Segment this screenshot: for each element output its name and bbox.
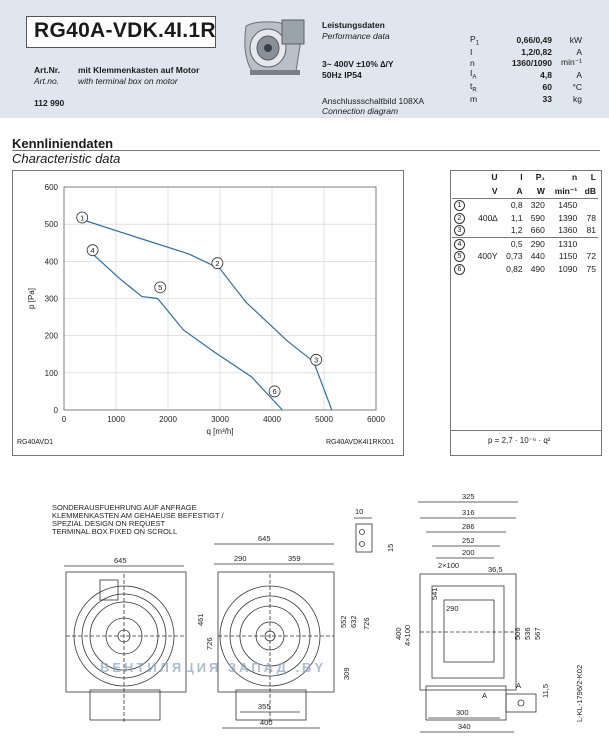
perf-unit: A [576,69,582,80]
performance-row [470,81,582,94]
electrical-unit: V [491,186,498,196]
perf-symbol: I [470,68,473,79]
dim-10: 10 [355,507,364,516]
dim-567: 567 [533,627,542,640]
dim-2x100: 2×100 [438,561,460,570]
view-arrow-a-1: A [482,691,488,700]
perf-symbol: t [470,80,473,91]
dim-400: 400 [260,718,273,727]
perf-symbol: m [470,93,478,104]
dim-359: 359 [288,554,301,563]
electrical-cell-n: 1090 [558,263,578,274]
x-tick-label: 1000 [107,415,125,424]
fan-product-image [238,16,310,78]
electrical-cell-p: 660 [530,225,545,236]
chart-code-right: RG40AVDK4I1RK001 [326,439,394,446]
dim-252: 252 [462,536,475,545]
series-line-1 [85,221,332,411]
x-axis-label: q [m³/h] [206,427,234,436]
perf-subscript: A [472,74,477,81]
electrical-header-blank [452,170,470,184]
electrical-cell-u [470,199,499,212]
front-view-middle [196,534,371,728]
front-view-left [64,556,186,722]
x-tick-label: 4000 [263,415,281,424]
electrical-row [452,237,598,250]
electrical-unit: min⁻¹ [554,185,578,196]
electrical-table [452,170,598,275]
article-number: 112 990 [34,98,65,108]
drawing-code: L-KL-1796/2-K02 [575,664,584,722]
y-tick-label: 200 [44,331,58,341]
characteristic-chart [12,170,402,454]
note-line-4: TERMINAL BOX FIXED ON SCROLL [52,527,178,536]
operating-point-label: 5 [158,283,163,293]
electrical-cell-l: 75 [586,263,596,274]
note-line-3: SPEZIAL DESIGN ON REQUEST [52,519,166,528]
performance-row [470,47,582,58]
perf-unit: °C [572,82,582,93]
electrical-cell-u [470,237,499,250]
art-nr-desc: mit Klemmenkasten auf Motor [78,65,200,75]
dim-11-5: 11,5 [541,683,550,698]
x-tick-label: 6000 [367,415,385,424]
electrical-header-row [452,170,598,184]
electrical-cell-n: 1360 [558,225,578,236]
electrical-cell-p: 320 [530,200,545,211]
y-axis-label: p [Pa] [27,288,36,309]
electrical-cell-no [452,250,470,263]
electrical-cell-i: 0,82 [506,263,523,274]
perf-unit: min⁻¹ [560,57,582,68]
electrical-cell-i: 1,2 [510,225,523,236]
electrical-cell-u [470,224,499,237]
note-line-1: SONDERAUSFUEHRUNG AUF ANFRAGE [52,503,197,512]
dim-726-a: 726 [362,617,371,630]
electrical-cell-i: 0,8 [510,200,523,211]
electrical-row [452,224,598,237]
x-tick-label: 3000 [211,415,229,424]
electrical-cell-i: 1,1 [510,212,523,223]
characteristic-title-en: Characteristic data [12,151,121,166]
dim-325: 325 [462,492,475,501]
dim-286: 286 [462,522,475,531]
y-tick-label: 400 [44,257,58,267]
electrical-cell-n: 1150 [558,251,578,262]
characteristic-title-de: Kennliniendaten [12,136,114,151]
electrical-cell-no [452,237,470,250]
dim-461: 461 [196,613,205,626]
electrical-unit-blank [452,184,470,199]
dim-355: 355 [258,702,271,711]
electrical-cell-l [579,237,598,250]
electrical-cell-p: 490 [530,263,545,274]
x-tick-label: 0 [61,415,67,424]
note-line-2: KLEMMENKASTEN AM GEHAEUSE BEFESTIGT / [52,511,224,520]
view-arrow-a-2: A [516,681,522,690]
electrical-row [452,212,598,225]
electrical-unit: dB [584,186,596,196]
dim-645-middle: 645 [258,534,271,543]
dim-316: 316 [462,508,475,517]
operating-point-badge: 6 [454,264,465,275]
electrical-header: n [572,172,578,182]
electrical-cell-l: 81 [586,225,596,236]
electrical-unit: W [536,186,545,196]
dim-300: 300 [456,708,469,717]
perf-symbol: P [470,34,476,44]
electrical-row [452,250,598,263]
frequency-line: 50Hz IP54 [322,70,362,80]
connection-en: Connection diagram [322,106,399,116]
art-no-desc: with terminal box on motor [78,76,178,86]
electrical-cell-no [452,199,470,212]
dim-15: 15 [386,543,395,552]
dim-200: 200 [462,548,475,557]
perf-value: 0,66/0,49 [516,35,552,46]
operating-point-label: 1 [80,213,85,223]
perf-value: 1,2/0,82 [521,46,552,57]
electrical-cell-no [452,212,470,225]
electrical-cell-u: 400∆ [478,212,498,223]
electrical-cell-p: 440 [530,251,545,262]
x-tick-label: 5000 [315,415,333,424]
electrical-cell-n: 1450 [558,200,578,211]
y-tick-label: 600 [44,183,58,192]
electrical-cell-l: 72 [586,251,596,262]
art-nr-label: Art.Nr. [34,65,60,75]
formula: p = 2,7 · 10⁻⁶ · q² [488,436,551,445]
dim-726-b: 726 [205,637,214,650]
operating-point-badge: 3 [454,225,465,236]
chart-code-left: RG40AVD1 [17,439,54,446]
perf-unit: kg [573,93,582,104]
electrical-cell-n: 1390 [558,212,578,223]
electrical-cell-p: 290 [530,238,545,249]
y-tick-label: 300 [44,294,58,304]
electrical-header: I [520,172,523,182]
electrical-cell-i: 0,5 [510,238,523,249]
performance-row [470,57,582,68]
electrical-row [452,199,598,212]
dim-506: 506 [513,627,522,640]
formula-divider [450,430,601,431]
dimension-drawing [0,490,609,738]
dim-4x100: 4×100 [403,624,412,646]
y-tick-label: 0 [53,406,58,415]
dim-290: 290 [234,554,247,563]
performance-row [470,94,582,105]
performance-row [470,34,582,47]
dim-552: 552 [339,615,348,628]
electrical-cell-l [579,199,598,212]
electrical-cell-no [452,224,470,237]
performance-table [470,34,582,104]
art-no-label: Art.no. [34,76,60,86]
electrical-cell-l: 78 [586,212,596,223]
electrical-unit: A [516,186,523,196]
operating-point-label: 2 [215,258,220,268]
section-divider [12,150,600,151]
dim-309: 309 [342,667,351,680]
dim-536: 536 [523,627,532,640]
watermark: ВЕНТИЛЯЦИЯ ЗАПАД .BY [100,660,327,675]
electrical-cell-u: 400Y [477,251,498,262]
electrical-row [452,263,598,276]
dim-632: 632 [349,615,358,628]
dim-645-left: 645 [114,556,127,565]
operating-point-label: 3 [314,355,319,365]
y-tick-label: 500 [44,220,58,230]
electrical-cell-i: 0,73 [506,251,523,262]
y-tick-label: 100 [44,368,58,378]
dim-400-v: 400 [394,627,403,640]
perf-subscript: R [472,87,477,94]
electrical-cell-p: 590 [530,212,545,223]
performance-row [470,68,582,81]
dim-36-5: 36,5 [488,565,503,574]
x-tick-label: 2000 [159,415,177,424]
series-line-2 [93,254,283,410]
model-title: RG40A-VDK.4I.1R [34,19,216,42]
perf-unit: A [576,46,582,57]
foot-detail [506,665,584,722]
electrical-header: P₁ [535,172,545,182]
perf-symbol: n [470,57,475,68]
electrical-cell-no [452,263,470,276]
perf-title-en: Performance data [322,31,390,41]
dim-541: 541 [430,587,439,600]
operating-point-label: 4 [90,245,95,255]
electrical-cell-u [470,263,499,276]
perf-symbol: I [470,46,473,57]
operating-point-badge: 1 [454,200,465,211]
dim-290-side: 290 [446,604,459,613]
dim-340: 340 [458,722,471,731]
side-view [394,492,542,732]
perf-title-de: Leistungsdaten [322,20,385,30]
electrical-unit-row [452,184,598,199]
perf-subscript: 1 [475,40,480,47]
perf-value: 1360/1090 [511,57,552,68]
supply-line: 3~ 400V ±10% ∆/Y [322,59,394,69]
perf-unit: kW [569,35,582,46]
operating-point-badge: 2 [454,213,465,224]
operating-point-badge: 5 [454,251,465,262]
connection-de: Anschlussschaltbild 108XA [322,96,425,106]
perf-value: 4,8 [540,69,552,80]
operating-point-label: 6 [272,387,277,397]
operating-point-badge: 4 [454,239,465,250]
electrical-header: U [491,172,498,182]
bracket-detail [354,507,395,552]
perf-value: 60 [542,82,552,93]
perf-value: 33 [542,93,552,104]
electrical-header: L [590,172,596,182]
electrical-cell-n: 1310 [558,238,578,249]
